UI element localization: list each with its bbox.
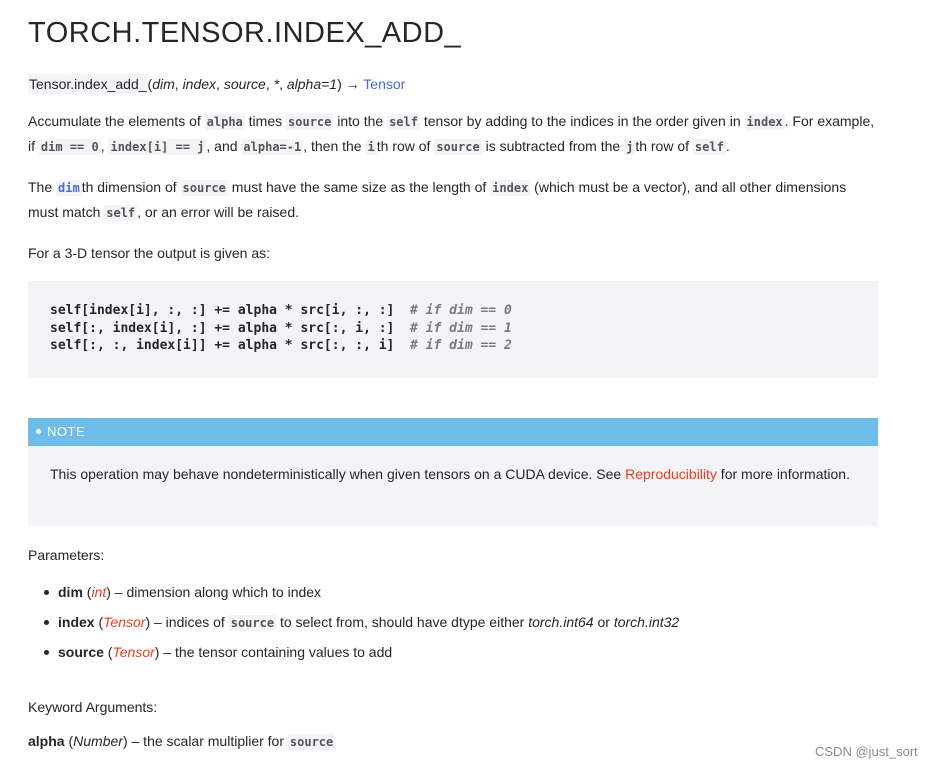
signature-arg-alpha: alpha=1	[286, 76, 338, 92]
code-comment: # if dim == 0	[410, 303, 512, 318]
param-type-link[interactable]: int	[91, 584, 107, 600]
inline-code: self	[106, 206, 136, 220]
signature-arg-dim: dim	[152, 76, 175, 92]
code-block	[28, 281, 878, 378]
dim-link[interactable]: dim	[58, 181, 80, 195]
inline-code: alpha=-1	[243, 140, 302, 154]
parameters-list	[44, 580, 864, 670]
dtype-text: torch.int32	[613, 614, 680, 630]
dtype-text: torch.int64	[528, 614, 594, 630]
kwarg-item-alpha: alpha (Number) – the scalar multiplier for source	[28, 733, 334, 749]
param-type-link[interactable]: Tensor	[103, 614, 146, 630]
kwarg-description: – the scalar multiplier for	[127, 733, 288, 749]
param-name: index	[58, 614, 95, 630]
return-type-link[interactable]: Tensor	[363, 76, 406, 92]
note-heading: NOTE	[47, 424, 86, 439]
reproducibility-link[interactable]: Reproducibility	[625, 466, 717, 482]
inline-code: source	[288, 115, 332, 129]
kwarg-type: Number	[73, 733, 123, 749]
code-line: self[:, index[i], :] += alpha * src[:, i, :]	[50, 320, 411, 336]
code-line: self[index[i], :, :] += alpha * src[i, :, :]	[50, 303, 411, 318]
dimension-paragraph: The dim th dimension of source must have the same size as the length of index (which must be a vector), and all other dimensions must match self , or an error will be raised.	[28, 179, 847, 220]
code-lines	[50, 302, 512, 355]
signature-arg-index: index	[182, 76, 217, 92]
page-title: TORCH.TENSOR.INDEX_ADD_	[28, 17, 462, 49]
inline-code: source	[230, 616, 275, 630]
signature-comma: ,	[279, 76, 287, 92]
inline-code: index	[492, 181, 529, 195]
inline-code: index[i] == j	[110, 140, 205, 154]
signature-comma: ,	[216, 76, 224, 92]
keyword-arguments-label: Keyword Arguments:	[28, 699, 158, 715]
inline-code: j	[626, 140, 634, 154]
description-paragraph: Accumulate the elements of alpha times source into the self tensor by adding to the indices in the order given in index . For example, if dim == 0 , index[i] == j , and alpha=-1 , then the i th row of source is subtracted from the j th row of self .	[28, 113, 875, 154]
note-header	[28, 418, 878, 446]
param-item-source: source (Tensor) – the tensor containing values to add	[44, 640, 864, 670]
param-description: – dimension along which to index	[110, 584, 322, 600]
inline-code: source	[436, 140, 480, 154]
signature-arrow: →	[341, 76, 364, 92]
signature-arg-source: source	[223, 76, 266, 92]
inline-code: index	[746, 115, 783, 129]
inline-code: alpha	[206, 115, 243, 129]
code-comment: # if dim == 1	[410, 320, 512, 336]
inline-code: dim == 0	[40, 140, 99, 154]
param-name: source	[58, 644, 104, 660]
code-comment: # if dim == 2	[410, 338, 512, 353]
note-body: This operation may behave nondeterministically when given tensors on a CUDA device. See Reproducibility for more information.	[50, 466, 850, 482]
signature-paren-open: (	[147, 76, 153, 92]
watermark: CSDN @just_sort	[815, 744, 918, 759]
inline-code: source	[289, 735, 334, 749]
param-name: dim	[58, 584, 83, 600]
param-item-index: index (Tensor) – indices of source to select from, should have dtype either torch.int64 or torch.int32	[44, 610, 864, 640]
inline-code: self	[694, 140, 724, 154]
bullet-icon	[36, 429, 41, 434]
code-line: self[:, :, index[i]] += alpha * src[:, :, i]	[50, 338, 411, 353]
param-description: – the tensor containing values to add	[159, 644, 393, 660]
param-item-dim: dim (int) – dimension along which to index	[44, 580, 864, 610]
signature-name: Tensor.index_add_	[29, 76, 147, 92]
inline-code: self	[389, 115, 418, 129]
signature-comma: ,	[174, 76, 183, 92]
output-intro-paragraph: For a 3-D tensor the output is given as:	[28, 245, 271, 261]
kwarg-name: alpha	[28, 733, 65, 749]
signature-arg-star: *	[273, 76, 280, 92]
signature-paren-close: )	[337, 76, 342, 92]
function-signature	[28, 76, 405, 92]
inline-code: i	[367, 140, 375, 154]
signature-comma: ,	[265, 76, 274, 92]
parameters-label: Parameters:	[28, 547, 105, 563]
note-admonition	[28, 418, 878, 526]
param-type-link[interactable]: Tensor	[112, 644, 155, 660]
inline-code: source	[182, 181, 226, 195]
